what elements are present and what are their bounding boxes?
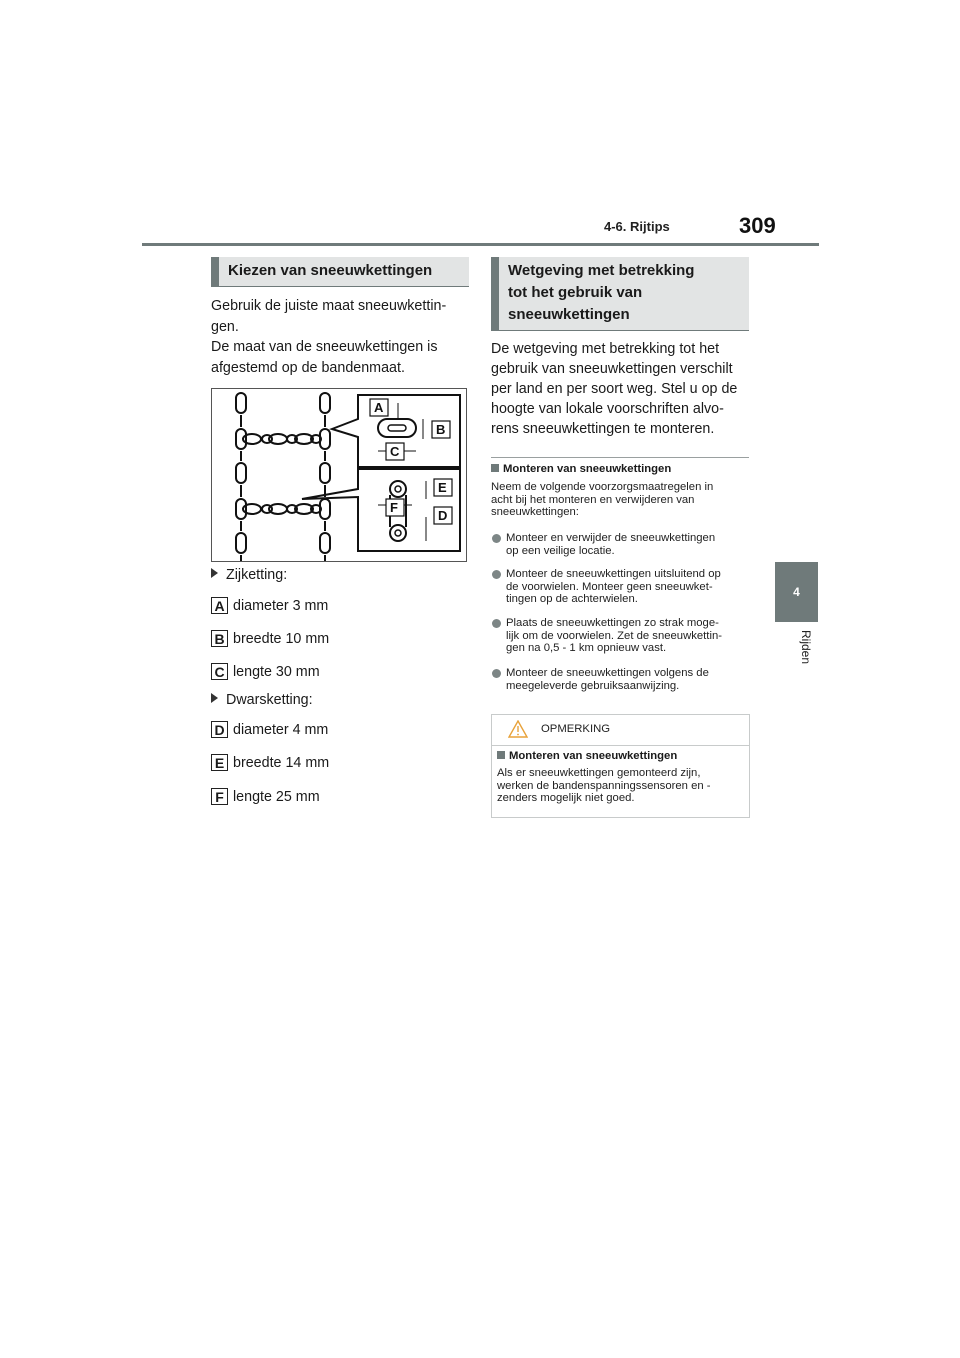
- spec-row: B breedte 10 mm: [211, 630, 329, 647]
- circle-bullet-icon: [492, 570, 501, 579]
- figure-label-b: B: [436, 422, 446, 437]
- mount-intro: Neem de volgende voorzorgsmaatregelen in acht bij het monteren en verwijderen van sneeuwkettingen:: [491, 481, 714, 518]
- side-chain-label: Zijketting:: [211, 567, 287, 583]
- warning-icon: [508, 720, 528, 738]
- page-number: 309: [739, 213, 776, 238]
- circle-bullet-icon: [492, 669, 501, 678]
- badge-c-icon: C: [211, 663, 228, 680]
- figure-label-e: E: [438, 480, 447, 495]
- notice-header: [492, 715, 749, 746]
- square-bullet-icon: [491, 464, 499, 472]
- mount-heading: Monteren van sneeuwkettingen: [491, 463, 671, 475]
- heading-wetgeving: Wetgeving met betrekking tot het gebruik van sneeuwkettingen: [491, 257, 749, 331]
- badge-b-icon: B: [211, 630, 228, 647]
- badge-d-icon: D: [211, 721, 228, 738]
- notice-text: Als er sneeuwkettingen gemonteerd zijn, werken de bandenspanningssensoren en - zenders mogelijk niet goed.: [497, 767, 711, 804]
- notice-subheading: Monteren van sneeuwkettingen: [497, 750, 677, 762]
- vertical-chain-right: [320, 393, 330, 562]
- list-item: Monteer de sneeuwkettingen uitsluitend op de voorwielen. Monteer geen sneeuwket- tingen op de achterwielen.: [491, 568, 753, 606]
- triangle-bullet-icon: [211, 568, 218, 578]
- spec-row: C lengte 30 mm: [211, 663, 320, 680]
- spec-row: E breedte 14 mm: [211, 754, 329, 771]
- chapter-label: Rijden: [799, 630, 813, 665]
- chapter-number: 4: [793, 585, 800, 599]
- notice-box: [491, 714, 750, 818]
- notice-title: OPMERKING: [541, 723, 611, 735]
- spec-row: A diameter 3 mm: [211, 597, 328, 614]
- chapter-tab[interactable]: [775, 562, 818, 622]
- section-divider: [491, 457, 749, 458]
- triangle-bullet-icon: [211, 693, 218, 703]
- figure-label-d: D: [438, 508, 448, 523]
- cross-chain-label: Dwarsketting:: [211, 692, 313, 708]
- badge-f-icon: F: [211, 788, 228, 805]
- spec-row: D diameter 4 mm: [211, 721, 328, 738]
- cross-link-top: [390, 481, 406, 497]
- chain-illustration: [211, 388, 467, 562]
- badge-a-icon: A: [211, 597, 228, 614]
- side-link-detail: [378, 419, 416, 437]
- cross-link-bottom: [390, 525, 406, 541]
- badge-e-icon: E: [211, 754, 228, 771]
- figure-label-a: A: [374, 400, 384, 415]
- vertical-chain-left: [236, 393, 246, 562]
- cross-chain-upper: [243, 434, 321, 444]
- list-item: Monteer en verwijder de sneeuwkettingen op een veilige locatie.: [491, 532, 753, 557]
- list-item: Plaats de sneeuwkettingen zo strak moge- lijk om de voorwielen. Zet de sneeuwkettin- gen na 0,5 - 1 km opnieuw vast.: [491, 617, 753, 655]
- header-rule: [142, 243, 819, 246]
- figure-label-c: C: [390, 444, 400, 459]
- spec-row: F lengte 25 mm: [211, 788, 320, 805]
- heading-kiezen: Kiezen van sneeuwkettingen: [211, 257, 469, 287]
- square-bullet-icon: [497, 751, 505, 759]
- section-title: 4-6. Rijtips: [604, 219, 670, 234]
- circle-bullet-icon: [492, 619, 501, 628]
- cross-chain-lower: [243, 504, 321, 514]
- circle-bullet-icon: [492, 534, 501, 543]
- legislation-paragraph: De wetgeving met betrekking tot het gebruik van sneeuwkettingen verschilt per land en per soort weg. Stel u op de hoogte van lokale voorschriften alvo- rens sneeuwkettingen te monteren.: [491, 341, 738, 437]
- list-item: Monteer de sneeuwkettingen volgens de meegeleverde gebruiksaanwijzing.: [491, 667, 753, 692]
- chain-diagram: [212, 389, 467, 562]
- intro-paragraph: Gebruik de juiste maat sneeuwkettin- gen. De maat van de sneeuwkettingen is afgestemd op de bandenmaat.: [211, 298, 447, 376]
- figure-label-f: F: [390, 500, 398, 515]
